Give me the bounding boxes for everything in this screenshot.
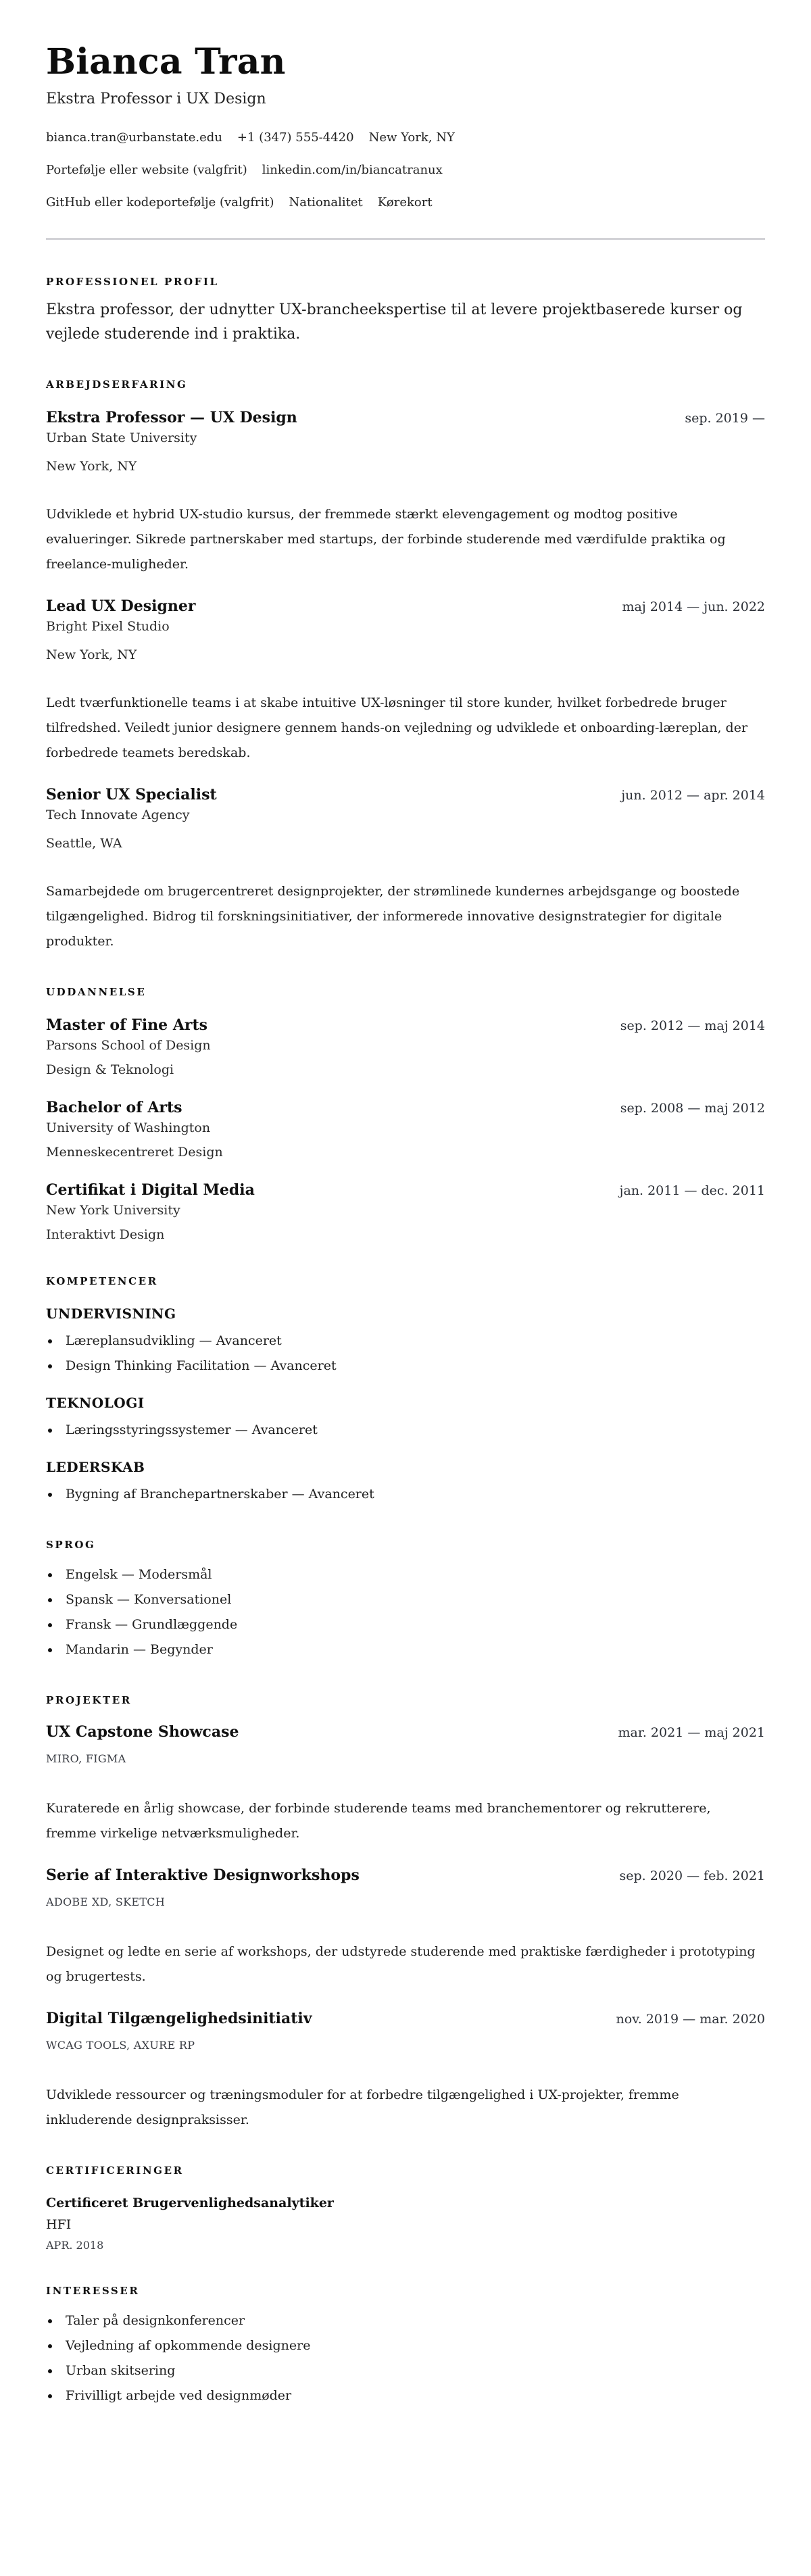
contact-github[interactable]: GitHub eller kodeportefølje (valgfrit) — [46, 195, 274, 209]
project-dates: sep. 2020 — feb. 2021 — [619, 1868, 765, 1883]
skill-group-title: UNDERVISNING — [46, 1306, 176, 1322]
contact-row-links — [46, 162, 765, 178]
job-employer: Tech Innovate Agency — [46, 808, 190, 822]
degree-title: Certifikat i Digital Media — [46, 1181, 255, 1199]
contact-nationality: Nationalitet — [289, 195, 363, 209]
project-tools: MIRO, FIGMA — [46, 1752, 126, 1765]
project-title: Digital Tilgængelighedsinitiativ — [46, 2010, 312, 2027]
project-entry — [46, 1865, 765, 1989]
project-description: Designet og ledte en serie af workshops, der udstyrede studerende med praktiske færdigheder i prototyping og brugertests. — [46, 1944, 756, 1984]
contact-location: New York, NY — [368, 130, 455, 145]
section-certifications — [46, 2164, 765, 2253]
resume-header — [46, 41, 765, 240]
job-title: Ekstra Professor — UX Design — [46, 409, 297, 426]
section-skills — [46, 1274, 765, 1507]
section-title-skills: KOMPETENCER — [46, 1275, 158, 1287]
section-projects — [46, 1693, 765, 2133]
job-location: New York, NY — [46, 459, 137, 474]
interest-item: Vejledning af opkommende designere — [46, 2333, 765, 2358]
education-entry — [46, 1015, 765, 1079]
job-description: Samarbejdede om brugercentreret designprojekter, der strømlinede kundernes arbejdsgange og boostede tilgængelighed. Bidrog til forskningsinitiativer, der informerede innovative designstrategier for digitale produkter. — [46, 884, 740, 949]
education-entry — [46, 1180, 765, 1243]
skill-item: Læringsstyringssystemer — Avanceret — [46, 1418, 765, 1443]
degree-field: Design & Teknologi — [46, 1062, 174, 1077]
project-tools: WCAG TOOLS, AXURE RP — [46, 2039, 195, 2052]
job-dates: jun. 2012 — apr. 2014 — [621, 788, 765, 803]
certification-issuer: HFI — [46, 2217, 72, 2232]
section-work-experience — [46, 378, 765, 954]
section-title-education: UDDANNELSE — [46, 986, 147, 998]
language-item: Spansk — Konversationel — [46, 1587, 765, 1612]
language-item: Fransk — Grundlæggende — [46, 1612, 765, 1637]
degree-dates: jan. 2011 — dec. 2011 — [619, 1183, 765, 1198]
degree-institution: New York University — [46, 1203, 180, 1218]
candidate-name: Bianca Tran — [46, 41, 286, 82]
work-entry — [46, 596, 765, 766]
degree-title: Master of Fine Arts — [46, 1016, 208, 1034]
interest-item: Taler på designkonferencer — [46, 2308, 765, 2333]
project-tools: ADOBE XD, SKETCH — [46, 1896, 166, 1908]
language-item: Engelsk — Modersmål — [46, 1562, 765, 1587]
job-description: Udviklede et hybrid UX-studio kursus, der fremmede stærkt elevengagement og modtog positive evalueringer. Sikrede partnerskaber med startups, der forbinde studerende med værdifulde praktika og freelance-muligheder. — [46, 507, 726, 572]
project-description: Kuraterede en årlig showcase, der forbinde studerende teams med branchementorer og rekrutterere, fremme virkelige netværksmuligheder. — [46, 1801, 711, 1841]
degree-institution: Parsons School of Design — [46, 1038, 211, 1053]
certification-title: Certificeret Brugervenlighedsanalytiker — [46, 2196, 334, 2210]
profile-summary: Ekstra professor, der udnytter UX-brancheekspertise til at levere projektbaserede kurser og vejlede studerende ind i praktika. — [46, 301, 743, 343]
project-title: UX Capstone Showcase — [46, 1723, 239, 1741]
job-description: Ledt tværfunktionelle teams i at skabe intuitive UX-løsninger til store kunder, hvilket forbedrede bruger tilfredshed. Veiledt junior designere gennem hands-on vejledning og udviklede et onboarding-læreplan, der forbedrede teamets beredskab. — [46, 695, 748, 760]
degree-field: Menneskecentreret Design — [46, 1145, 223, 1160]
job-employer: Bright Pixel Studio — [46, 619, 170, 634]
degree-institution: University of Washington — [46, 1120, 211, 1135]
project-title: Serie af Interaktive Designworkshops — [46, 1866, 360, 1884]
education-entry — [46, 1097, 765, 1161]
job-title: Lead UX Designer — [46, 597, 196, 615]
project-entry — [46, 1722, 765, 1846]
language-item: Mandarin — Begynder — [46, 1637, 765, 1662]
project-description: Udviklede ressourcer og træningsmoduler for at forbedre tilgængelighed i UX-projekter, fremme inkluderende designpraksisser. — [46, 2087, 679, 2127]
section-title-profile: PROFESSIONEL PROFIL — [46, 276, 219, 288]
degree-title: Bachelor of Arts — [46, 1099, 182, 1116]
contact-email[interactable]: bianca.tran@urbanstate.edu — [46, 130, 222, 145]
skill-item: Læreplansudvikling — Avanceret — [46, 1329, 765, 1354]
skill-item: Bygning af Branchepartnerskaber — Avanceret — [46, 1482, 765, 1507]
candidate-headline: Ekstra Professor i UX Design — [46, 91, 266, 107]
degree-dates: sep. 2012 — maj 2014 — [620, 1018, 765, 1033]
contact-row-primary — [46, 130, 765, 146]
work-entry — [46, 407, 765, 577]
job-dates: maj 2014 — jun. 2022 — [622, 599, 765, 614]
language-list — [46, 1562, 765, 1662]
section-title-languages: SPROG — [46, 1539, 96, 1551]
work-entry — [46, 785, 765, 954]
interest-list — [46, 2308, 765, 2408]
section-title-projects: PROJEKTER — [46, 1694, 132, 1706]
section-title-certifications: CERTIFICERINGER — [46, 2164, 184, 2177]
skill-item: Design Thinking Facilitation — Avanceret — [46, 1354, 765, 1379]
contact-linkedin[interactable]: linkedin.com/in/biancatranux — [262, 163, 443, 177]
contact-portfolio[interactable]: Portefølje eller website (valgfrit) — [46, 163, 247, 177]
header-divider — [46, 238, 765, 240]
interest-item: Frivilligt arbejde ved designmøder — [46, 2383, 765, 2408]
job-location: New York, NY — [46, 647, 137, 662]
project-dates: mar. 2021 — maj 2021 — [618, 1725, 765, 1740]
interest-item: Urban skitsering — [46, 2358, 765, 2383]
contact-phone[interactable]: +1 (347) 555-4420 — [237, 130, 354, 145]
job-dates: sep. 2019 — — [685, 411, 765, 426]
job-employer: Urban State University — [46, 430, 197, 445]
job-location: Seattle, WA — [46, 836, 122, 851]
certification-entry — [46, 2194, 765, 2253]
project-dates: nov. 2019 — mar. 2020 — [616, 2012, 765, 2027]
section-profile — [46, 275, 765, 347]
section-title-interests: INTERESSER — [46, 2285, 140, 2297]
degree-field: Interaktivt Design — [46, 1227, 165, 1242]
skill-group-title: LEDERSKAB — [46, 1459, 145, 1475]
contact-row-extra — [46, 195, 765, 211]
section-title-work: ARBEJDSERFARING — [46, 378, 188, 391]
section-interests — [46, 2284, 765, 2408]
skill-group-title: TEKNOLOGI — [46, 1395, 145, 1411]
certification-date: APR. 2018 — [46, 2239, 104, 2252]
skill-list — [46, 1482, 765, 1507]
project-entry — [46, 2008, 765, 2133]
job-title: Senior UX Specialist — [46, 786, 217, 803]
degree-dates: sep. 2008 — maj 2012 — [620, 1101, 765, 1116]
contact-drivers-license: Kørekort — [377, 195, 433, 209]
section-languages — [46, 1538, 765, 1662]
section-education — [46, 985, 765, 1243]
skill-list — [46, 1418, 765, 1443]
skill-list — [46, 1329, 765, 1379]
